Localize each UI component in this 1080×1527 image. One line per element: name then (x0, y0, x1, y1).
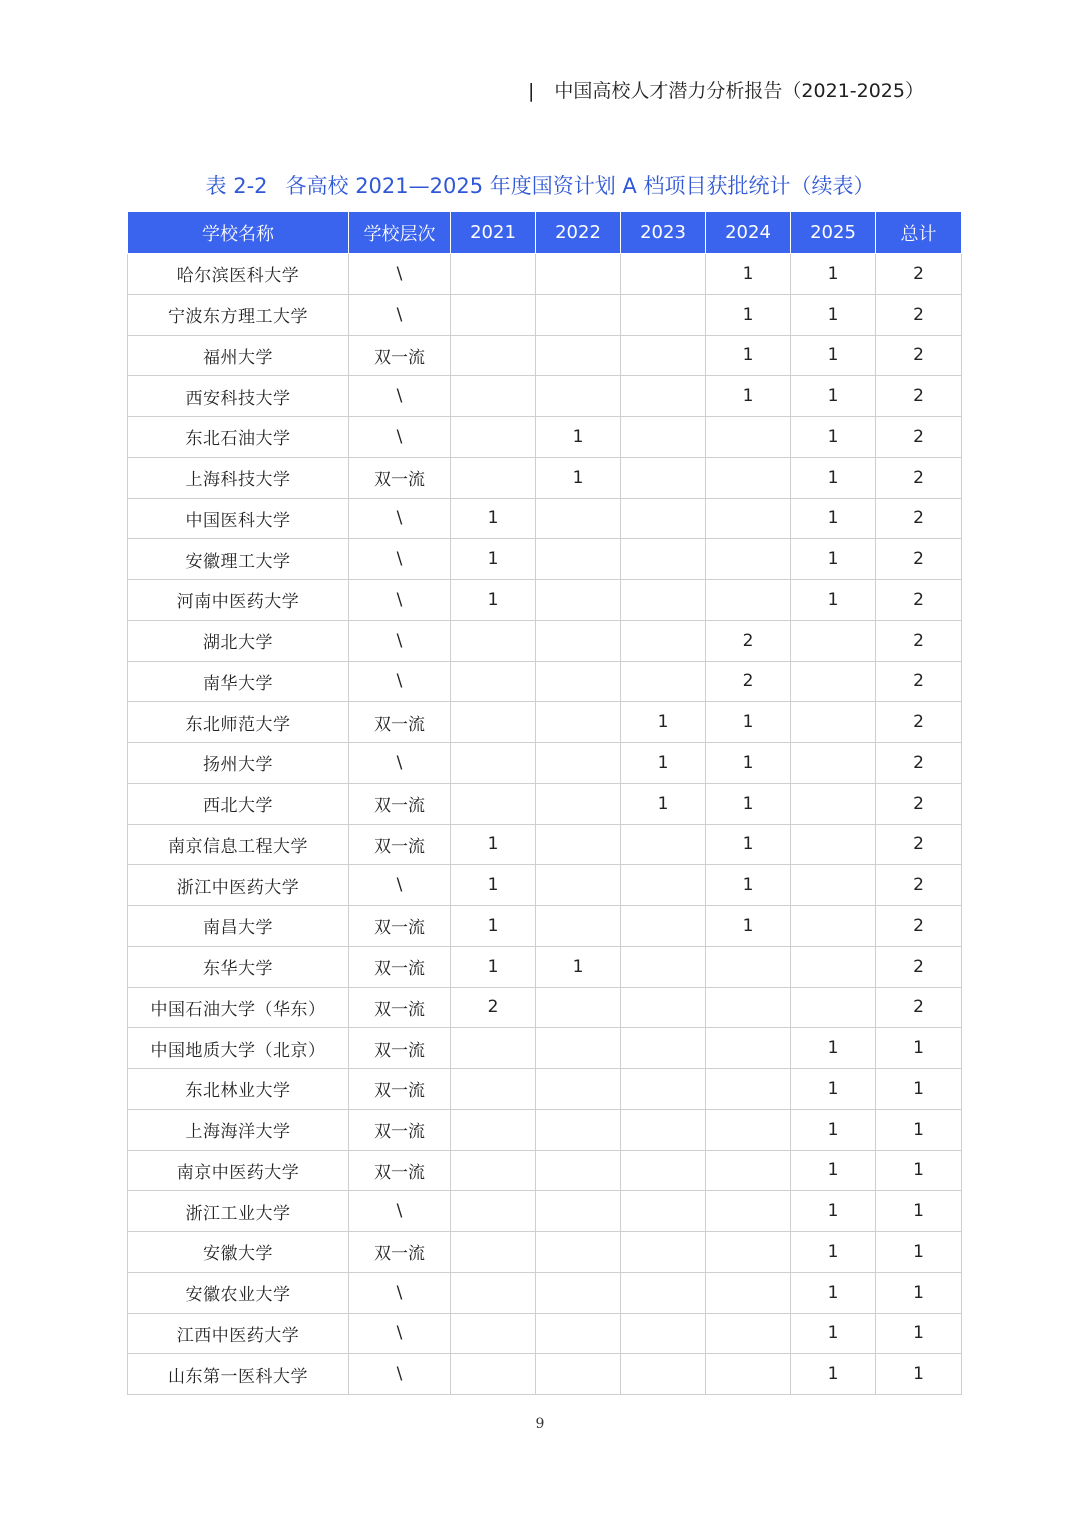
total-cell: 2 (876, 620, 962, 661)
table-row (128, 376, 962, 417)
y2023-cell (621, 1272, 706, 1313)
y2021-cell (451, 1191, 536, 1232)
y2025-cell (791, 702, 876, 743)
school-level-cell: 双一流 (349, 1069, 451, 1110)
total-cell: 1 (876, 1109, 962, 1150)
y2024-cell: 1 (706, 783, 791, 824)
page-number: 9 (535, 1416, 545, 1432)
y2021-cell: 1 (451, 824, 536, 865)
school-level-cell: 双一流 (349, 1150, 451, 1191)
total-cell: 1 (876, 1272, 962, 1313)
y2021-cell: 1 (451, 539, 536, 580)
y2024-cell (706, 539, 791, 580)
y2022-cell (536, 498, 621, 539)
y2022-cell (536, 294, 621, 335)
y2025-cell: 1 (791, 294, 876, 335)
total-cell: 1 (876, 1069, 962, 1110)
school-level-cell: \ (349, 376, 451, 417)
y2025-cell (791, 865, 876, 906)
school-name-cell: 中国地质大学（北京） (128, 1028, 349, 1069)
table-label: 表 2-2 (205, 174, 268, 198)
y2021-cell (451, 376, 536, 417)
y2023-cell (621, 1313, 706, 1354)
table-row (128, 539, 962, 580)
total-cell: 2 (876, 783, 962, 824)
col-header-2023: 2023 (621, 212, 706, 254)
school-level-cell: 双一流 (349, 1109, 451, 1150)
y2025-cell: 1 (791, 376, 876, 417)
table-row (128, 1028, 962, 1069)
school-level-cell: \ (349, 865, 451, 906)
y2023-cell (621, 1028, 706, 1069)
school-level-cell: \ (349, 1272, 451, 1313)
table-row (128, 335, 962, 376)
school-name-cell: 南昌大学 (128, 906, 349, 947)
table-body (128, 254, 962, 1395)
y2022-cell (536, 865, 621, 906)
y2023-cell (621, 1069, 706, 1110)
table-row (128, 1191, 962, 1232)
y2021-cell: 1 (451, 946, 536, 987)
total-cell: 2 (876, 702, 962, 743)
y2023-cell (621, 1109, 706, 1150)
table-row (128, 1272, 962, 1313)
school-name-cell: 浙江中医药大学 (128, 865, 349, 906)
y2021-cell (451, 1313, 536, 1354)
school-name-cell: 西北大学 (128, 783, 349, 824)
table-row (128, 865, 962, 906)
table-row (128, 620, 962, 661)
y2023-cell (621, 254, 706, 295)
total-cell: 2 (876, 824, 962, 865)
y2022-cell: 1 (536, 417, 621, 458)
school-level-cell: \ (349, 661, 451, 702)
y2021-cell: 1 (451, 906, 536, 947)
school-name-cell: 南华大学 (128, 661, 349, 702)
y2021-cell (451, 620, 536, 661)
table-row (128, 987, 962, 1028)
school-level-cell: 双一流 (349, 335, 451, 376)
col-header-2025: 2025 (791, 212, 876, 254)
approval-statistics-table (127, 211, 962, 1395)
school-name-cell: 扬州大学 (128, 743, 349, 784)
school-name-cell: 上海海洋大学 (128, 1109, 349, 1150)
y2021-cell (451, 254, 536, 295)
y2022-cell (536, 1232, 621, 1273)
y2023-cell (621, 987, 706, 1028)
y2021-cell (451, 457, 536, 498)
total-cell: 2 (876, 743, 962, 784)
total-cell: 2 (876, 498, 962, 539)
y2024-cell (706, 1069, 791, 1110)
table-row (128, 254, 962, 295)
y2022-cell (536, 1272, 621, 1313)
y2024-cell (706, 1150, 791, 1191)
y2024-cell: 1 (706, 294, 791, 335)
col-header-school-name: 学校名称 (128, 212, 349, 254)
y2021-cell: 1 (451, 865, 536, 906)
y2022-cell (536, 620, 621, 661)
y2021-cell (451, 661, 536, 702)
school-level-cell: \ (349, 1313, 451, 1354)
total-cell: 2 (876, 906, 962, 947)
school-name-cell: 浙江工业大学 (128, 1191, 349, 1232)
table-row (128, 498, 962, 539)
col-header-2024: 2024 (706, 212, 791, 254)
y2023-cell (621, 1191, 706, 1232)
y2023-cell: 1 (621, 783, 706, 824)
school-level-cell: 双一流 (349, 783, 451, 824)
school-name-cell: 安徽农业大学 (128, 1272, 349, 1313)
school-name-cell: 东华大学 (128, 946, 349, 987)
table-row (128, 294, 962, 335)
table-header-row (128, 212, 962, 254)
school-level-cell: \ (349, 580, 451, 621)
y2022-cell: 1 (536, 457, 621, 498)
y2025-cell: 1 (791, 1313, 876, 1354)
y2024-cell (706, 1272, 791, 1313)
y2023-cell (621, 824, 706, 865)
y2025-cell: 1 (791, 335, 876, 376)
report-title: 中国高校人才潜力分析报告（2021-2025） (554, 80, 924, 102)
y2023-cell (621, 661, 706, 702)
school-level-cell: \ (349, 620, 451, 661)
y2022-cell (536, 1191, 621, 1232)
table-row (128, 417, 962, 458)
y2024-cell (706, 1028, 791, 1069)
y2025-cell: 1 (791, 1272, 876, 1313)
y2023-cell (621, 498, 706, 539)
y2022-cell (536, 1313, 621, 1354)
y2023-cell (621, 620, 706, 661)
table-row (128, 1069, 962, 1110)
y2021-cell (451, 294, 536, 335)
running-header (528, 76, 924, 103)
table-row (128, 946, 962, 987)
total-cell: 1 (876, 1354, 962, 1395)
y2022-cell (536, 1109, 621, 1150)
school-level-cell: \ (349, 417, 451, 458)
total-cell: 1 (876, 1028, 962, 1069)
y2022-cell (536, 376, 621, 417)
total-cell: 1 (876, 1191, 962, 1232)
y2024-cell: 2 (706, 620, 791, 661)
y2023-cell (621, 539, 706, 580)
y2023-cell (621, 376, 706, 417)
y2023-cell (621, 294, 706, 335)
school-name-cell: 福州大学 (128, 335, 349, 376)
y2022-cell (536, 1354, 621, 1395)
y2025-cell: 1 (791, 539, 876, 580)
total-cell: 2 (876, 865, 962, 906)
header-separator: | (528, 80, 535, 102)
y2021-cell (451, 702, 536, 743)
y2023-cell (621, 1354, 706, 1395)
school-name-cell: 东北石油大学 (128, 417, 349, 458)
y2025-cell: 1 (791, 580, 876, 621)
school-name-cell: 江西中医药大学 (128, 1313, 349, 1354)
y2024-cell: 1 (706, 824, 791, 865)
table-row (128, 783, 962, 824)
y2021-cell (451, 1109, 536, 1150)
school-name-cell: 宁波东方理工大学 (128, 294, 349, 335)
school-name-cell: 中国医科大学 (128, 498, 349, 539)
y2022-cell (536, 335, 621, 376)
school-level-cell: 双一流 (349, 987, 451, 1028)
total-cell: 1 (876, 1313, 962, 1354)
col-header-2021: 2021 (451, 212, 536, 254)
school-level-cell: \ (349, 539, 451, 580)
y2024-cell (706, 457, 791, 498)
y2021-cell (451, 743, 536, 784)
school-level-cell: \ (349, 743, 451, 784)
table-row (128, 580, 962, 621)
school-name-cell: 中国石油大学（华东） (128, 987, 349, 1028)
table-caption: 各高校 2021—2025 年度国资计划 A 档项目获批统计（续表） (285, 174, 875, 198)
y2022-cell (536, 661, 621, 702)
y2025-cell: 1 (791, 1232, 876, 1273)
y2021-cell: 1 (451, 580, 536, 621)
y2025-cell (791, 824, 876, 865)
y2021-cell (451, 417, 536, 458)
y2025-cell: 1 (791, 1354, 876, 1395)
school-level-cell: \ (349, 1191, 451, 1232)
total-cell: 2 (876, 987, 962, 1028)
school-level-cell: 双一流 (349, 906, 451, 947)
y2025-cell: 1 (791, 1069, 876, 1110)
y2022-cell (536, 702, 621, 743)
total-cell: 2 (876, 661, 962, 702)
table-row (128, 661, 962, 702)
school-name-cell: 哈尔滨医科大学 (128, 254, 349, 295)
table-row (128, 743, 962, 784)
y2024-cell (706, 417, 791, 458)
y2022-cell: 1 (536, 946, 621, 987)
y2025-cell: 1 (791, 457, 876, 498)
total-cell: 2 (876, 946, 962, 987)
y2023-cell (621, 1150, 706, 1191)
table-row (128, 1150, 962, 1191)
y2023-cell (621, 906, 706, 947)
y2022-cell (536, 580, 621, 621)
table-row (128, 1354, 962, 1395)
y2025-cell: 1 (791, 1028, 876, 1069)
y2024-cell (706, 1354, 791, 1395)
y2025-cell (791, 661, 876, 702)
school-level-cell: \ (349, 294, 451, 335)
total-cell: 1 (876, 1150, 962, 1191)
school-name-cell: 上海科技大学 (128, 457, 349, 498)
y2025-cell: 1 (791, 1150, 876, 1191)
y2024-cell: 1 (706, 906, 791, 947)
y2025-cell (791, 987, 876, 1028)
total-cell: 2 (876, 294, 962, 335)
school-level-cell: \ (349, 498, 451, 539)
y2025-cell (791, 906, 876, 947)
y2024-cell (706, 946, 791, 987)
y2021-cell (451, 1069, 536, 1110)
school-name-cell: 河南中医药大学 (128, 580, 349, 621)
y2024-cell: 1 (706, 743, 791, 784)
y2021-cell (451, 783, 536, 824)
y2023-cell (621, 335, 706, 376)
table-row (128, 1109, 962, 1150)
y2025-cell (791, 743, 876, 784)
total-cell: 2 (876, 457, 962, 498)
y2023-cell: 1 (621, 743, 706, 784)
y2025-cell: 1 (791, 498, 876, 539)
y2024-cell (706, 1109, 791, 1150)
y2024-cell (706, 1191, 791, 1232)
school-level-cell: 双一流 (349, 946, 451, 987)
y2025-cell (791, 946, 876, 987)
y2024-cell: 1 (706, 376, 791, 417)
y2024-cell: 1 (706, 865, 791, 906)
y2021-cell (451, 1150, 536, 1191)
y2025-cell (791, 620, 876, 661)
total-cell: 2 (876, 335, 962, 376)
y2024-cell (706, 580, 791, 621)
y2023-cell: 1 (621, 702, 706, 743)
y2022-cell (536, 906, 621, 947)
school-name-cell: 南京信息工程大学 (128, 824, 349, 865)
school-name-cell: 安徽理工大学 (128, 539, 349, 580)
y2023-cell (621, 946, 706, 987)
school-level-cell: \ (349, 254, 451, 295)
y2024-cell (706, 987, 791, 1028)
y2024-cell: 2 (706, 661, 791, 702)
y2025-cell (791, 783, 876, 824)
total-cell: 2 (876, 580, 962, 621)
y2022-cell (536, 539, 621, 580)
total-cell: 2 (876, 417, 962, 458)
total-cell: 2 (876, 254, 962, 295)
table-row (128, 1313, 962, 1354)
y2023-cell (621, 1232, 706, 1273)
table-row (128, 1232, 962, 1273)
y2024-cell: 1 (706, 254, 791, 295)
y2022-cell (536, 1150, 621, 1191)
y2024-cell (706, 1313, 791, 1354)
table-row (128, 457, 962, 498)
y2024-cell (706, 1232, 791, 1273)
y2023-cell (621, 457, 706, 498)
table-title (0, 170, 1080, 200)
y2023-cell (621, 865, 706, 906)
y2021-cell (451, 1028, 536, 1069)
school-level-cell: \ (349, 1354, 451, 1395)
y2022-cell (536, 1028, 621, 1069)
y2021-cell (451, 1354, 536, 1395)
school-name-cell: 东北师范大学 (128, 702, 349, 743)
y2022-cell (536, 1069, 621, 1110)
y2025-cell: 1 (791, 417, 876, 458)
y2022-cell (536, 783, 621, 824)
school-level-cell: 双一流 (349, 1028, 451, 1069)
y2021-cell (451, 1272, 536, 1313)
y2022-cell (536, 743, 621, 784)
school-level-cell: 双一流 (349, 702, 451, 743)
y2022-cell (536, 824, 621, 865)
y2024-cell: 1 (706, 335, 791, 376)
table-row (128, 702, 962, 743)
table-row (128, 906, 962, 947)
total-cell: 2 (876, 376, 962, 417)
school-name-cell: 东北林业大学 (128, 1069, 349, 1110)
y2025-cell: 1 (791, 1109, 876, 1150)
total-cell: 2 (876, 539, 962, 580)
table-row (128, 824, 962, 865)
y2025-cell: 1 (791, 1191, 876, 1232)
y2024-cell: 1 (706, 702, 791, 743)
col-header-school-level: 学校层次 (349, 212, 451, 254)
school-name-cell: 山东第一医科大学 (128, 1354, 349, 1395)
school-name-cell: 西安科技大学 (128, 376, 349, 417)
col-header-total: 总计 (876, 212, 962, 254)
school-name-cell: 湖北大学 (128, 620, 349, 661)
y2022-cell (536, 254, 621, 295)
school-level-cell: 双一流 (349, 457, 451, 498)
y2021-cell: 2 (451, 987, 536, 1028)
school-name-cell: 安徽大学 (128, 1232, 349, 1273)
y2023-cell (621, 580, 706, 621)
col-header-2022: 2022 (536, 212, 621, 254)
y2021-cell (451, 1232, 536, 1273)
school-level-cell: 双一流 (349, 1232, 451, 1273)
school-name-cell: 南京中医药大学 (128, 1150, 349, 1191)
y2021-cell (451, 335, 536, 376)
y2024-cell (706, 498, 791, 539)
y2025-cell: 1 (791, 254, 876, 295)
total-cell: 1 (876, 1232, 962, 1273)
school-level-cell: 双一流 (349, 824, 451, 865)
y2021-cell: 1 (451, 498, 536, 539)
y2023-cell (621, 417, 706, 458)
y2022-cell (536, 987, 621, 1028)
